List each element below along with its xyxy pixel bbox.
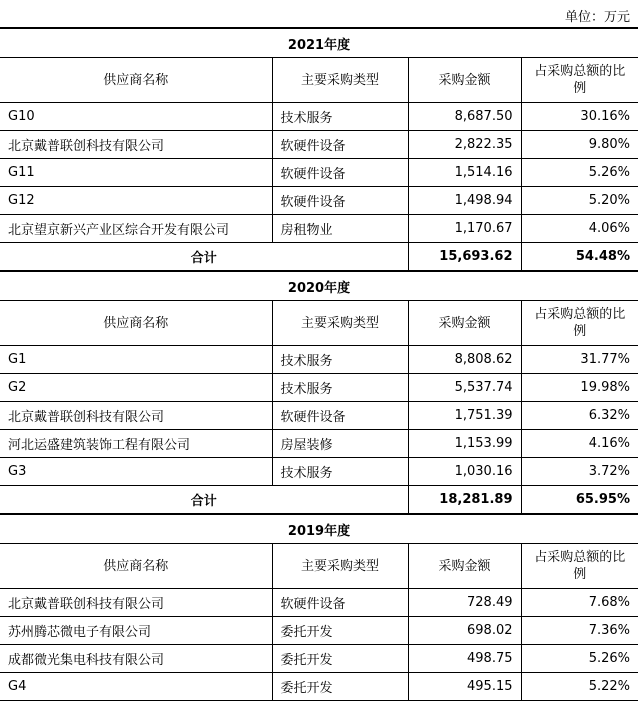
purchase-ratio: 19.98% bbox=[521, 374, 638, 402]
year-row bbox=[0, 28, 638, 58]
table-row bbox=[0, 374, 638, 402]
purchase-amount: 1,498.94 bbox=[408, 187, 521, 215]
unit-label: 单位：万元 bbox=[564, 10, 630, 25]
purchase-amount: 495.15 bbox=[408, 673, 521, 701]
year-title: 2021年度 bbox=[0, 28, 638, 58]
header-row bbox=[0, 301, 638, 346]
supplier-name: G4 bbox=[0, 673, 272, 701]
table-row bbox=[0, 187, 638, 215]
purchase-ratio: 4.16% bbox=[521, 430, 638, 458]
purchase-amount: 1,514.16 bbox=[408, 159, 521, 187]
col-ratio-header: 占采购总额的比例 bbox=[521, 58, 638, 103]
purchase-ratio: 30.16% bbox=[521, 103, 638, 131]
year-row bbox=[0, 514, 638, 544]
purchase-amount: 728.49 bbox=[408, 589, 521, 617]
supplier-name: 北京戴普联创科技有限公司 bbox=[0, 402, 272, 430]
total-label: 合计 bbox=[190, 494, 217, 509]
supplier-name: 北京戴普联创科技有限公司 bbox=[0, 131, 272, 159]
total-row bbox=[0, 243, 638, 272]
supplier-name: 成都微光集电科技有限公司 bbox=[0, 645, 272, 673]
supplier-name: G2 bbox=[0, 374, 272, 402]
table-row bbox=[0, 430, 638, 458]
supplier-name: G1 bbox=[0, 346, 272, 374]
purchase-amount: 498.75 bbox=[408, 645, 521, 673]
header-row bbox=[0, 544, 638, 589]
purchase-ratio: 9.80% bbox=[521, 131, 638, 159]
purchase-type: 技术服务 bbox=[272, 103, 408, 131]
supplier-name: G10 bbox=[0, 103, 272, 131]
col-amount-header: 采购金额 bbox=[408, 58, 521, 103]
purchase-type: 软硬件设备 bbox=[272, 187, 408, 215]
purchase-type: 委托开发 bbox=[272, 617, 408, 645]
purchase-type: 委托开发 bbox=[272, 673, 408, 701]
supplier-name: 苏州腾芯微电子有限公司 bbox=[0, 617, 272, 645]
purchase-ratio: 7.68% bbox=[521, 589, 638, 617]
col-type-header: 主要采购类型 bbox=[272, 301, 408, 346]
table-row bbox=[0, 215, 638, 243]
purchase-type: 技术服务 bbox=[272, 346, 408, 374]
table-row bbox=[0, 131, 638, 159]
purchase-ratio: 7.36% bbox=[521, 617, 638, 645]
supplier-name: G12 bbox=[0, 187, 272, 215]
purchase-type: 软硬件设备 bbox=[272, 589, 408, 617]
table-row bbox=[0, 458, 638, 486]
purchase-type: 委托开发 bbox=[272, 645, 408, 673]
total-label: 合计 bbox=[190, 251, 217, 266]
col-amount-header: 采购金额 bbox=[408, 301, 521, 346]
year-row bbox=[0, 271, 638, 301]
col-supplier-header: 供应商名称 bbox=[0, 544, 272, 589]
table-row bbox=[0, 589, 638, 617]
col-type-header: 主要采购类型 bbox=[272, 544, 408, 589]
total-amount: 18,281.89 bbox=[408, 486, 521, 515]
total-amount: 15,693.62 bbox=[408, 243, 521, 272]
purchase-type: 软硬件设备 bbox=[272, 402, 408, 430]
header-row bbox=[0, 58, 638, 103]
purchase-ratio: 5.22% bbox=[521, 673, 638, 701]
purchase-amount: 1,170.67 bbox=[408, 215, 521, 243]
table-row bbox=[0, 617, 638, 645]
total-ratio: 65.95% bbox=[521, 486, 638, 515]
col-supplier-header: 供应商名称 bbox=[0, 301, 272, 346]
purchase-amount: 8,687.50 bbox=[408, 103, 521, 131]
table-row bbox=[0, 346, 638, 374]
total-ratio: 54.48% bbox=[521, 243, 638, 272]
purchase-ratio: 3.72% bbox=[521, 458, 638, 486]
purchase-type: 技术服务 bbox=[272, 458, 408, 486]
purchase-amount: 1,153.99 bbox=[408, 430, 521, 458]
supplier-name: 河北运盛建筑装饰工程有限公司 bbox=[0, 430, 272, 458]
purchase-amount: 2,822.35 bbox=[408, 131, 521, 159]
year-title: 2020年度 bbox=[0, 271, 638, 301]
col-amount-header: 采购金额 bbox=[408, 544, 521, 589]
supplier-name: 北京望京新兴产业区综合开发有限公司 bbox=[0, 215, 272, 243]
col-supplier-header: 供应商名称 bbox=[0, 58, 272, 103]
supplier-name: G3 bbox=[0, 458, 272, 486]
table-row bbox=[0, 159, 638, 187]
table-row bbox=[0, 673, 638, 701]
table-row bbox=[0, 402, 638, 430]
purchase-type: 房屋装修 bbox=[272, 430, 408, 458]
purchase-amount: 1,030.16 bbox=[408, 458, 521, 486]
total-row bbox=[0, 486, 638, 515]
supplier-table bbox=[0, 27, 638, 701]
purchase-type: 软硬件设备 bbox=[272, 131, 408, 159]
purchase-ratio: 5.20% bbox=[521, 187, 638, 215]
col-ratio-header: 占采购总额的比例 bbox=[521, 544, 638, 589]
purchase-type: 房租物业 bbox=[272, 215, 408, 243]
purchase-ratio: 5.26% bbox=[521, 645, 638, 673]
col-ratio-header: 占采购总额的比例 bbox=[521, 301, 638, 346]
purchase-type: 技术服务 bbox=[272, 374, 408, 402]
purchase-ratio: 31.77% bbox=[521, 346, 638, 374]
table-row bbox=[0, 103, 638, 131]
purchase-ratio: 4.06% bbox=[521, 215, 638, 243]
purchase-amount: 5,537.74 bbox=[408, 374, 521, 402]
purchase-amount: 1,751.39 bbox=[408, 402, 521, 430]
supplier-name: G11 bbox=[0, 159, 272, 187]
purchase-amount: 698.02 bbox=[408, 617, 521, 645]
purchase-ratio: 5.26% bbox=[521, 159, 638, 187]
supplier-name: 北京戴普联创科技有限公司 bbox=[0, 589, 272, 617]
year-title: 2019年度 bbox=[0, 514, 638, 544]
table-row bbox=[0, 645, 638, 673]
purchase-amount: 8,808.62 bbox=[408, 346, 521, 374]
purchase-ratio: 6.32% bbox=[521, 402, 638, 430]
col-type-header: 主要采购类型 bbox=[272, 58, 408, 103]
purchase-type: 软硬件设备 bbox=[272, 159, 408, 187]
